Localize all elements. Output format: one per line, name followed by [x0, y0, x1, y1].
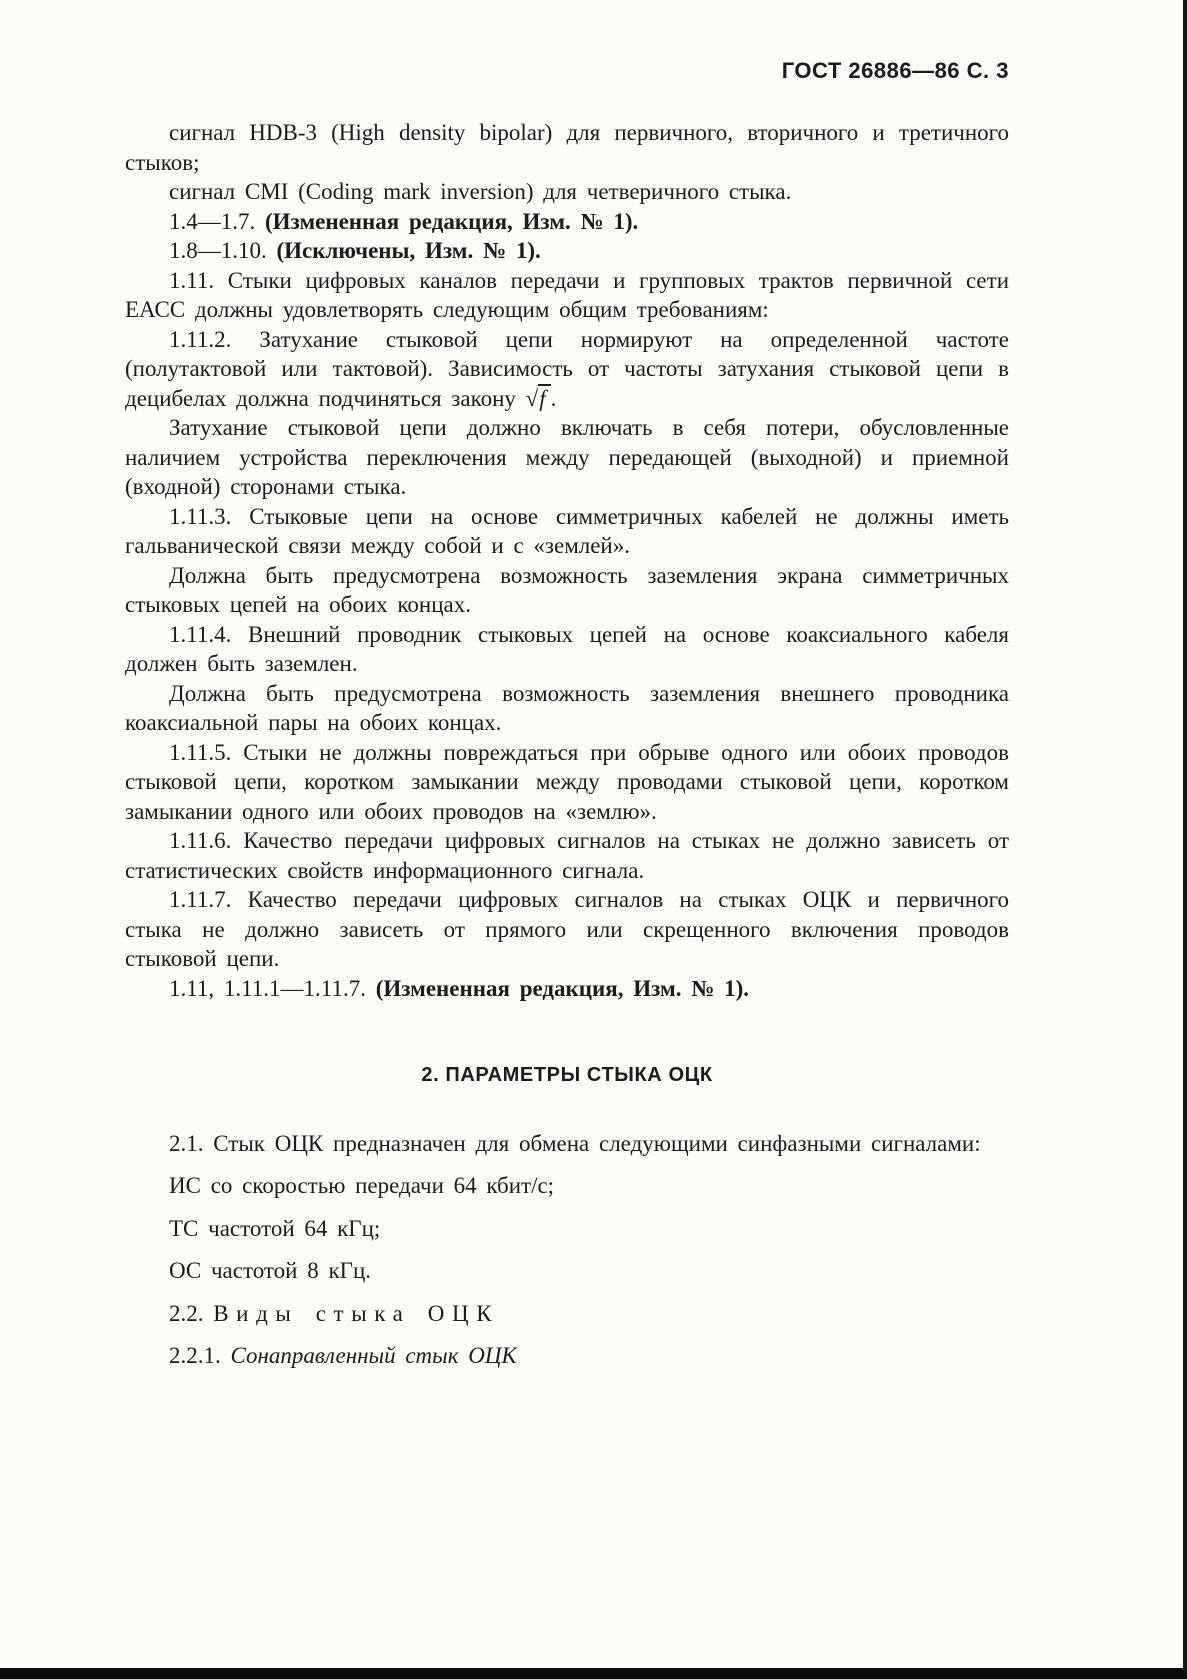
list-item-is: ИС со скоростью передачи 64 кбит/с; [169, 1173, 555, 1198]
spaced-title: Виды стыка ОЦК [213, 1300, 500, 1326]
para-1-11-6: 1.11.6. Качество передачи цифровых сигналов на стыках не должно зависеть от статистических свойств информационного сигнала. [125, 828, 1009, 883]
para-1-11-3: 1.11.3. Стыковые цепи на основе симметричных кабелей не должны иметь гальванической связи между собой и с «землей». [125, 503, 1009, 558]
para-grounding-outer-conductor: Должна быть предусмотрена возможность заземления внешнего проводника коаксиальной пары на обоих концах. [125, 680, 1009, 735]
list-item-ts: ТС частотой 64 кГц; [169, 1215, 381, 1241]
radicand: f [538, 384, 550, 411]
para-amendment-1-11 [125, 974, 1009, 1004]
para-1-11-4: 1.11.4. Внешний проводник стыковых цепей на основе коаксиального кабеля должен быть заземлен. [125, 621, 1009, 676]
para-1-11-2 [125, 325, 1009, 414]
page-header [125, 58, 1009, 84]
para-attenuation-losses: Затухание стыковой цепи должно включать в себя потери, обусловленные наличием устройства переключения между передающей (выходной) и приемной (входной) сторонами стыка. [125, 415, 1009, 499]
para-hdb3-signal: сигнал HDB-3 (High density bipolar) для первичного, вторичного и третичного стыков; [125, 120, 1009, 175]
para-1-11: 1.11. Стыки цифровых каналов передачи и групповых трактов первичной сети ЕАСС должны удовлетворять следующим общим требованиям: [125, 267, 1009, 322]
para-1-8-1-10 [125, 236, 1009, 266]
para-1-11-5: 1.11.5. Стыки не должны повреждаться при обрыве одного или обоих проводов стыковой цепи, коротком замыкании между проводами стыковой цепи, коротком замыкании одного или обоих проводов на «землю». [125, 739, 1009, 824]
gost-number: ГОСТ 26886—86 С. 3 [781, 58, 1009, 83]
amendment-note: (Измененная редакция, Изм. № 1). [375, 975, 749, 1001]
clause-number: 1.8—1.10. [169, 238, 277, 263]
exclusion-note: (Исключены, Изм. № 1). [276, 238, 541, 263]
clause-number: 2.2. [169, 1300, 214, 1326]
clause-text-after: . [550, 385, 557, 411]
list-item-os: ОС частотой 8 кГц. [169, 1258, 371, 1283]
clause-number: 1.4—1.7. [169, 208, 265, 234]
para-2-2-1 [125, 1341, 1009, 1371]
sqrt-f-formula [526, 384, 551, 411]
para-grounding-screen: Должна быть предусмотрена возможность заземления экрана симметричных стыковых цепей на обоих концах. [125, 562, 1009, 617]
document-body [125, 118, 1009, 1371]
para-2-1: 2.1. Стык ОЦК предназначен для обмена следующими синфазными сигналами: [169, 1130, 981, 1156]
amendment-note: (Измененная редакция, Изм. № 1). [265, 208, 639, 234]
para-2-2 [125, 1299, 1009, 1329]
clause-text: 1.11.2. Затухание стыковой цепи нормируют на определенной частоте (полутактовой или тактовой). Зависимость от частоты затухания стыковой цепи в децибелах должна подчиняться закону [125, 326, 1009, 411]
clause-number: 1.11, 1.11.1—1.11.7. [169, 975, 376, 1001]
italic-title: Сонаправленный стык ОЦК [230, 1343, 517, 1368]
para-1-11-7: 1.11.7. Качество передачи цифровых сигналов на стыках ОЦК и первичного стыка не должно зависеть от прямого или скрещенного включения проводов стыковой цепи. [125, 887, 1009, 971]
section-heading: 2. ПАРАМЕТРЫ СТЫКА ОЦК [421, 1064, 713, 1086]
radical-sign: √ [525, 385, 539, 411]
para-cmi-signal: сигнал CMI (Coding mark inversion) для четверичного стыка. [169, 179, 792, 204]
clause-number: 2.2.1. [169, 1343, 231, 1368]
para-1-4-1-7 [125, 207, 1009, 237]
